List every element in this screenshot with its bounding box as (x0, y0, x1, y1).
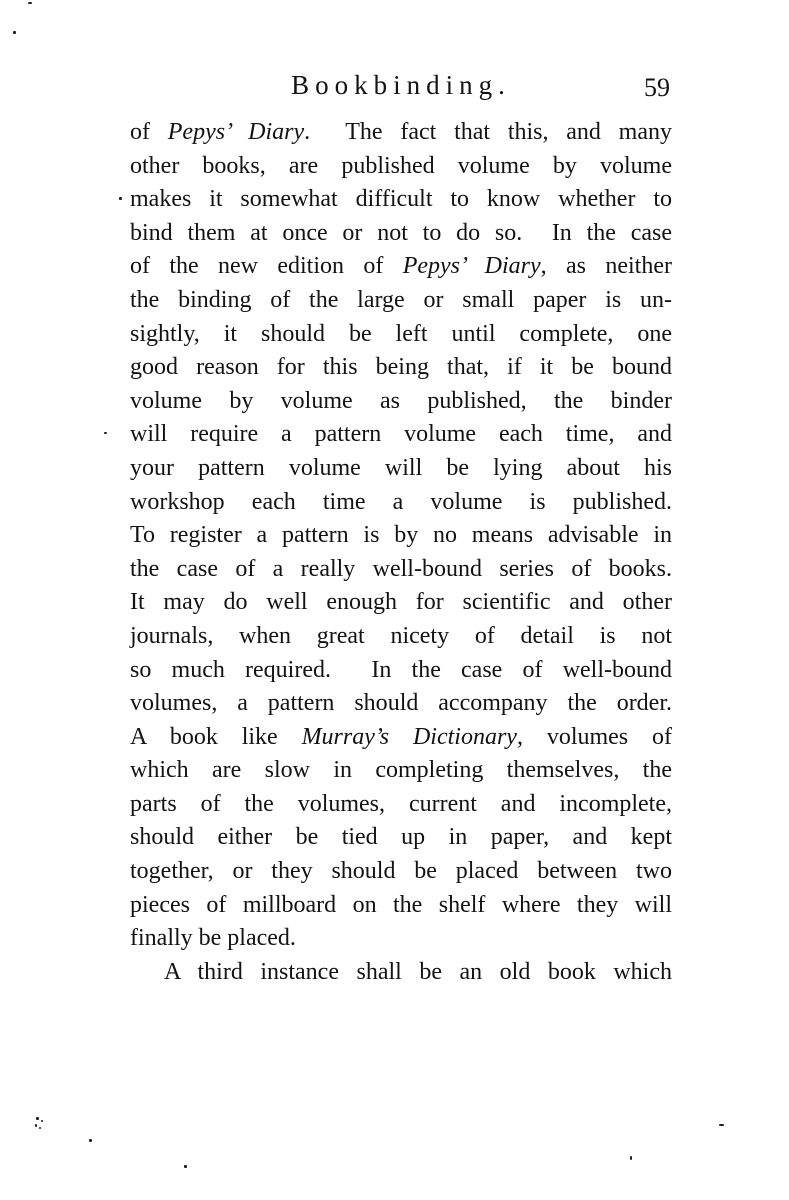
body-text: parts of the volumes, current and incomplete, (130, 790, 672, 817)
text-line (130, 452, 672, 486)
scan-speck (719, 1124, 724, 1126)
page-number: 59 (644, 73, 670, 102)
text-line (130, 721, 672, 755)
scan-speck (36, 1117, 39, 1120)
italic-text: Pepys’ Diary (402, 253, 541, 280)
body-text: volume by volume as published, the binder (130, 387, 672, 414)
text-line (130, 519, 672, 553)
body-text: other books, are published volume by volume (130, 152, 672, 179)
body-text: of (130, 119, 168, 145)
text-line (130, 654, 672, 688)
text-line (130, 956, 672, 990)
text-line (130, 553, 672, 587)
text-line (130, 855, 672, 889)
scan-speck (28, 2, 32, 4)
text-line (130, 183, 672, 217)
running-title: Bookbinding. (291, 70, 511, 100)
body-text: together, or they should be placed between two (130, 858, 672, 885)
text-line (130, 250, 672, 284)
body-text: your pattern volume will be lying about his (130, 454, 672, 481)
text-line (130, 418, 672, 452)
body-text: of the new edition of (130, 253, 403, 280)
text-line (130, 620, 672, 654)
body-text: good reason for this being that, if it be bound (130, 354, 672, 381)
text-line (130, 351, 672, 385)
text-line (130, 486, 672, 520)
text-block (130, 116, 672, 989)
body-text: which are slow in completing themselves, the (130, 757, 672, 784)
text-line (130, 821, 672, 855)
body-text: will require a pattern volume each time, and (130, 421, 672, 448)
text-line (130, 754, 672, 788)
text-line (130, 318, 672, 352)
body-text: should either be tied up in paper, and kept (130, 824, 672, 851)
body-text: To register a pattern is by no means advisable in (130, 522, 672, 549)
body-text: , as neither (540, 253, 672, 280)
body-text: volumes, a pattern should accompany the order. (130, 690, 672, 717)
body-text: finally be placed. (130, 925, 296, 952)
scan-speck (89, 1139, 92, 1142)
text-line (130, 385, 672, 419)
text-line (130, 922, 672, 956)
scan-speck (184, 1165, 187, 1168)
body-text: sightly, it should be left until complete, one (130, 320, 672, 347)
scan-speck (13, 31, 16, 34)
text-line (130, 284, 672, 318)
body-text: so much required. In the case of well-bound (130, 656, 672, 683)
body-text: the binding of the large or small paper is un- (130, 286, 672, 313)
body-text: It may do well enough for scientific and other (130, 589, 672, 616)
scan-speck (35, 1124, 37, 1127)
text-line (130, 217, 672, 251)
scan-speck (41, 1120, 43, 1122)
body-text: bind them at once or not to do so. In the case (130, 219, 672, 246)
text-line (130, 687, 672, 721)
body-text: A book like (130, 723, 302, 750)
scan-speck (104, 432, 107, 434)
text-line (130, 116, 672, 150)
body-text: A third instance shall be an old book which (164, 958, 672, 985)
italic-text: Murray’s Dictionary (301, 723, 517, 750)
scan-speck (119, 197, 122, 200)
text-line (130, 889, 672, 923)
body-text: journals, when great nicety of detail is not (130, 622, 672, 649)
text-line (130, 788, 672, 822)
body-text: , volumes of (516, 723, 672, 750)
body-text: makes it somewhat difficult to know whether to (130, 186, 672, 213)
page-header (130, 70, 672, 104)
body-text: . The fact that this, and many (304, 119, 672, 145)
body-text: pieces of millboard on the shelf where they will (130, 891, 672, 918)
scan-speck (39, 1127, 41, 1129)
text-line (130, 586, 672, 620)
body-text: workshop each time a volume is published. (130, 488, 672, 515)
scan-speck (630, 1156, 632, 1160)
text-line (130, 150, 672, 184)
body-text: the case of a really well-bound series of books. (130, 555, 672, 582)
italic-text: Pepys’ Diary (167, 119, 305, 145)
